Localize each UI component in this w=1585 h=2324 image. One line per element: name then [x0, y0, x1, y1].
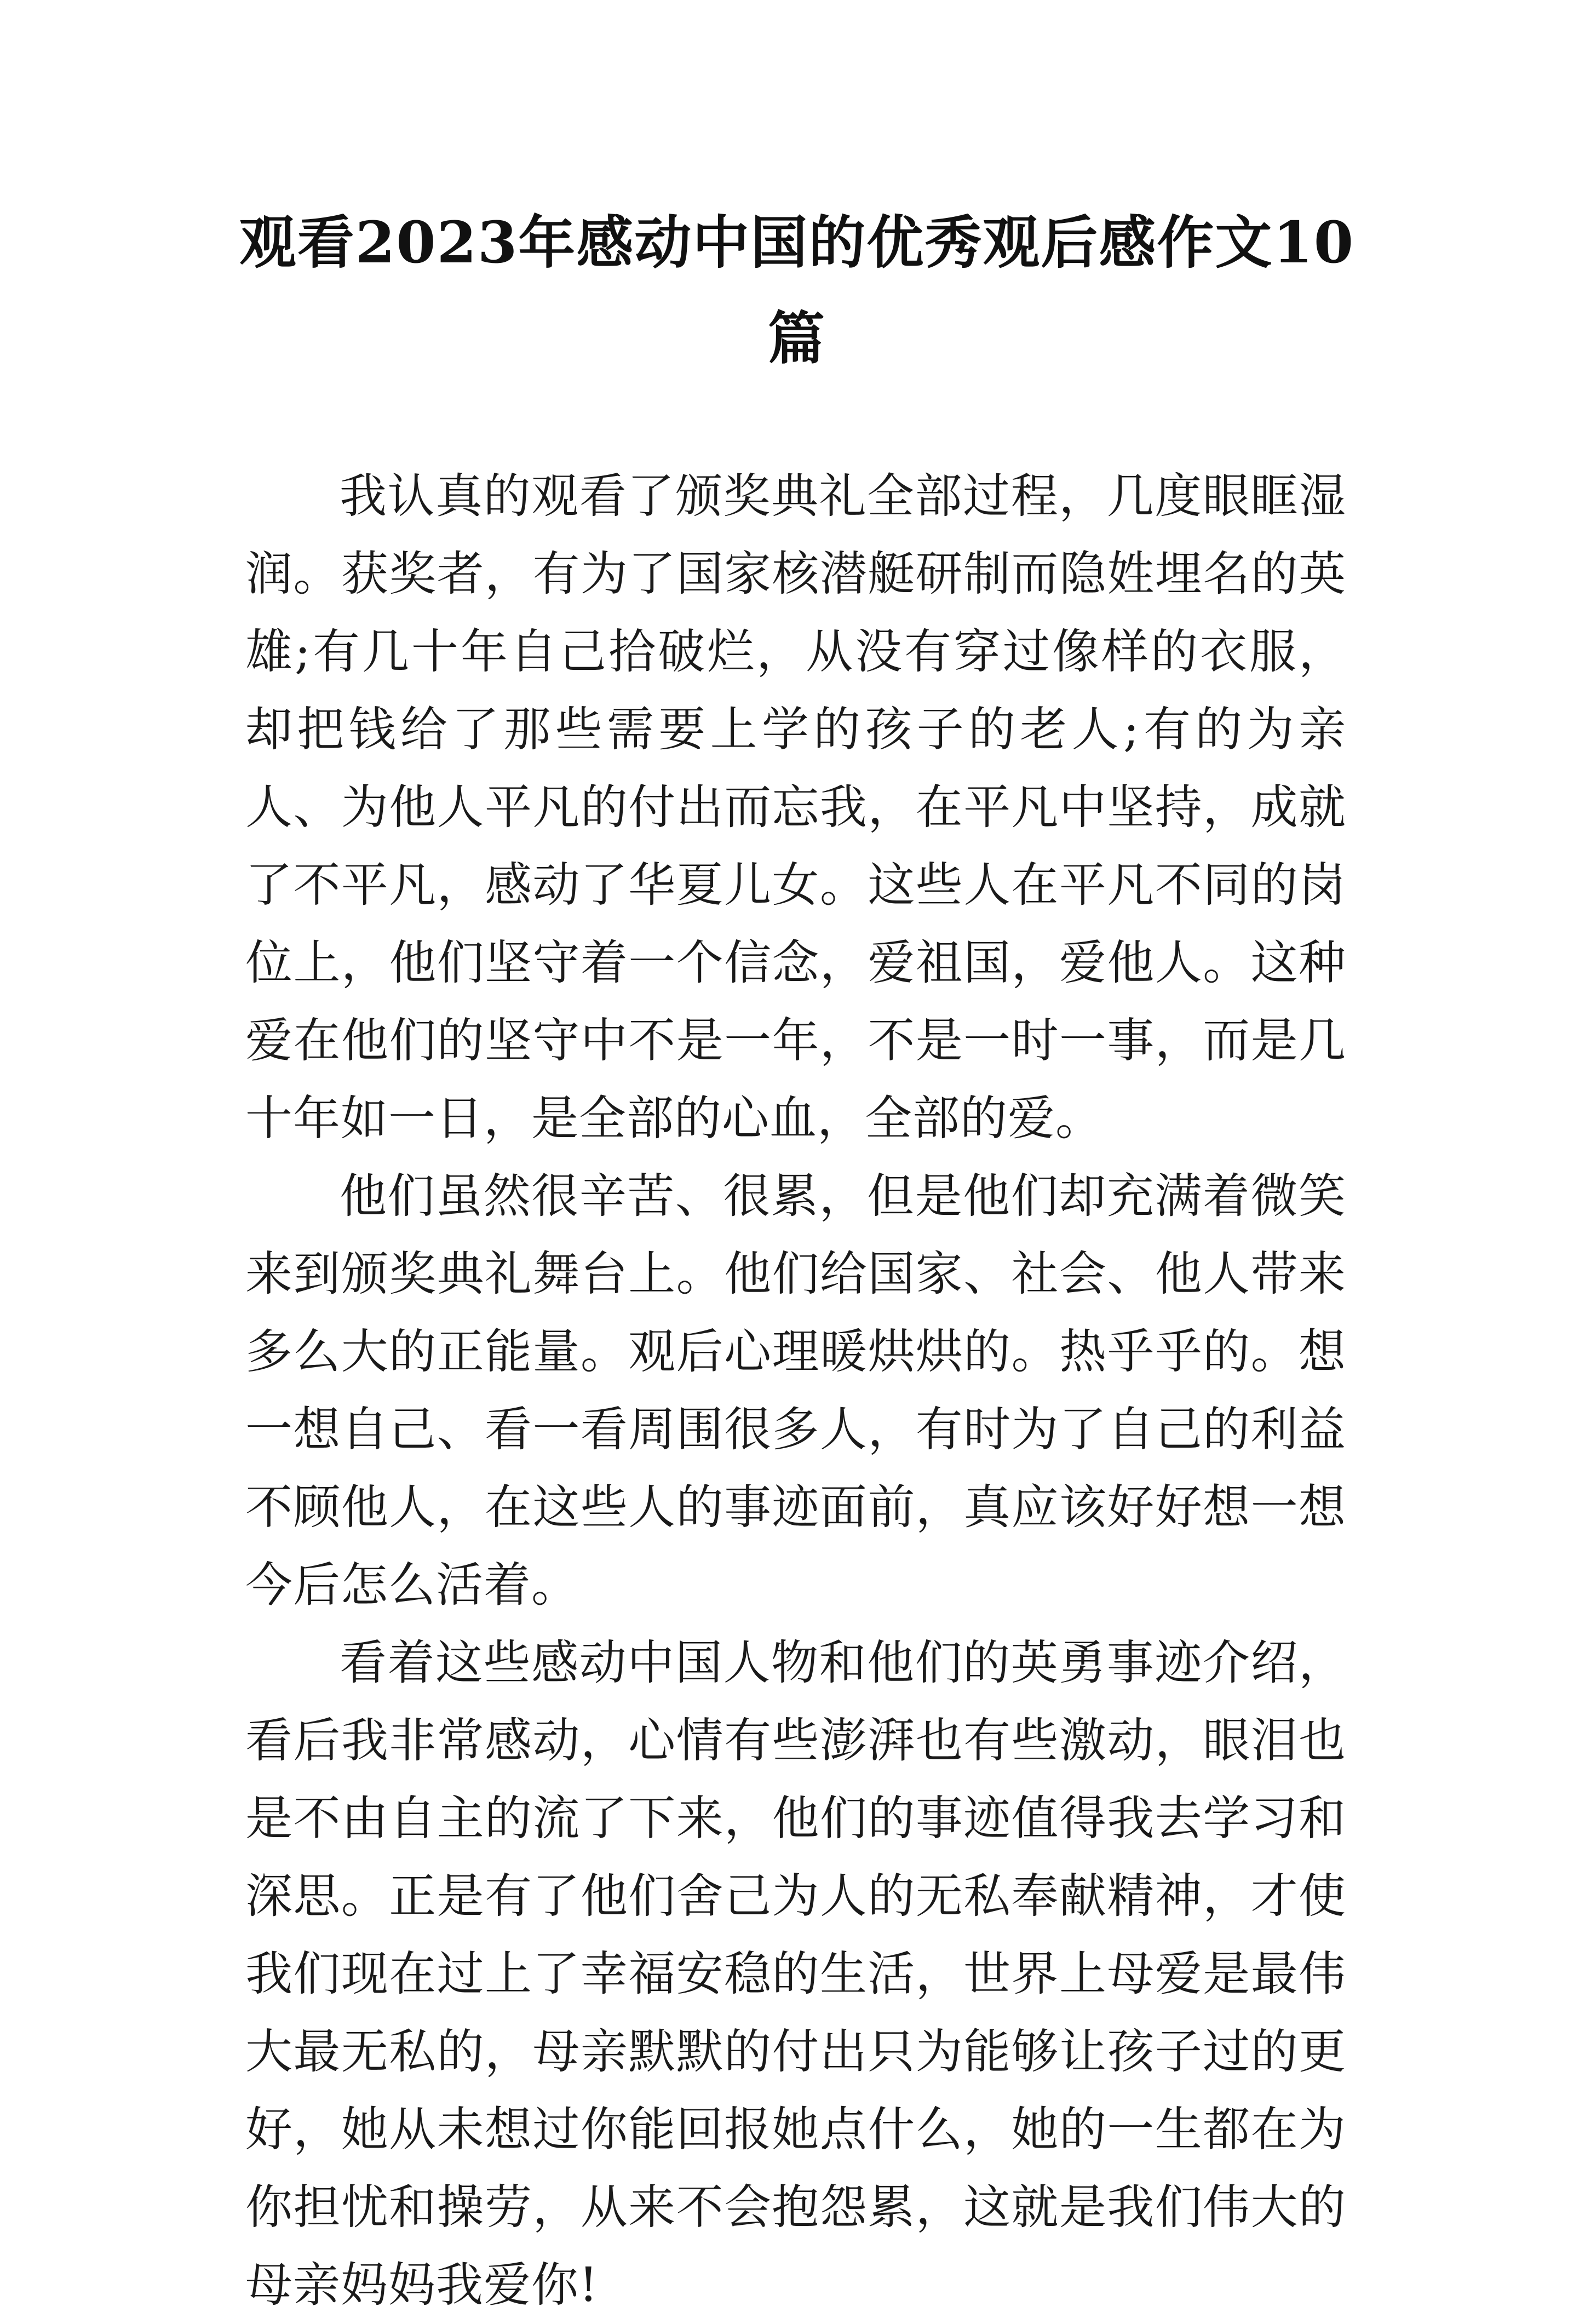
paragraph-3: 看着这些感动中国人物和他们的英勇事迹介绍，看后我非常感动，心情有些澎湃也有些激动，眼泪也是不由自主的流了下来，他们的事迹值得我去学习和深思。正是有了他们舍己为人的无私奉献精神，才使我们现在过上了幸福安稳的生活，世界上母爱是最伟大最无私的，母亲默默的付出只为能够让孩子过的更好，她从未想过你能回报她点什么，她的一生都在为你担忧和操劳，从来不会抱怨累，这就是我们伟大的母亲妈妈我爱你! — [245, 1636, 1346, 2312]
paragraph-1: 我认真的观看了颁奖典礼全部过程，几度眼眶湿润。获奖者，有为了国家核潜艇研制而隐姓埋名的英雄;有几十年自己拾破烂，从没有穿过像样的衣服，却把钱给了那些需要上学的孩子的老人;有的为亲人、为他人平凡的付出而忘我，在平凡中坚持，成就了不平凡，感动了华夏儿女。这些人在平凡不同的岗位上，他们坚守着一个信念，爱祖国，爱他人。这种爱在他们的坚守中不是一年，不是一时一事，而是几十年如一日，是全部的心血，全部的爱。 — [245, 469, 1346, 1146]
paragraph-2: 他们虽然很辛苦、很累，但是他们却充满着微笑来到颁奖典礼舞台上。他们给国家、社会、他人带来多么大的正能量。观后心理暖烘烘的。热乎乎的。想一想自己、看一看周围很多人，有时为了自己的利益不顾他人，在这些人的事迹面前，真应该好好想一想今后怎么活着。 — [245, 1169, 1346, 1613]
document-title: 观看2023年感动中国的优秀观后感作文10篇 — [239, 209, 1355, 372]
document-body — [245, 457, 1346, 2324]
